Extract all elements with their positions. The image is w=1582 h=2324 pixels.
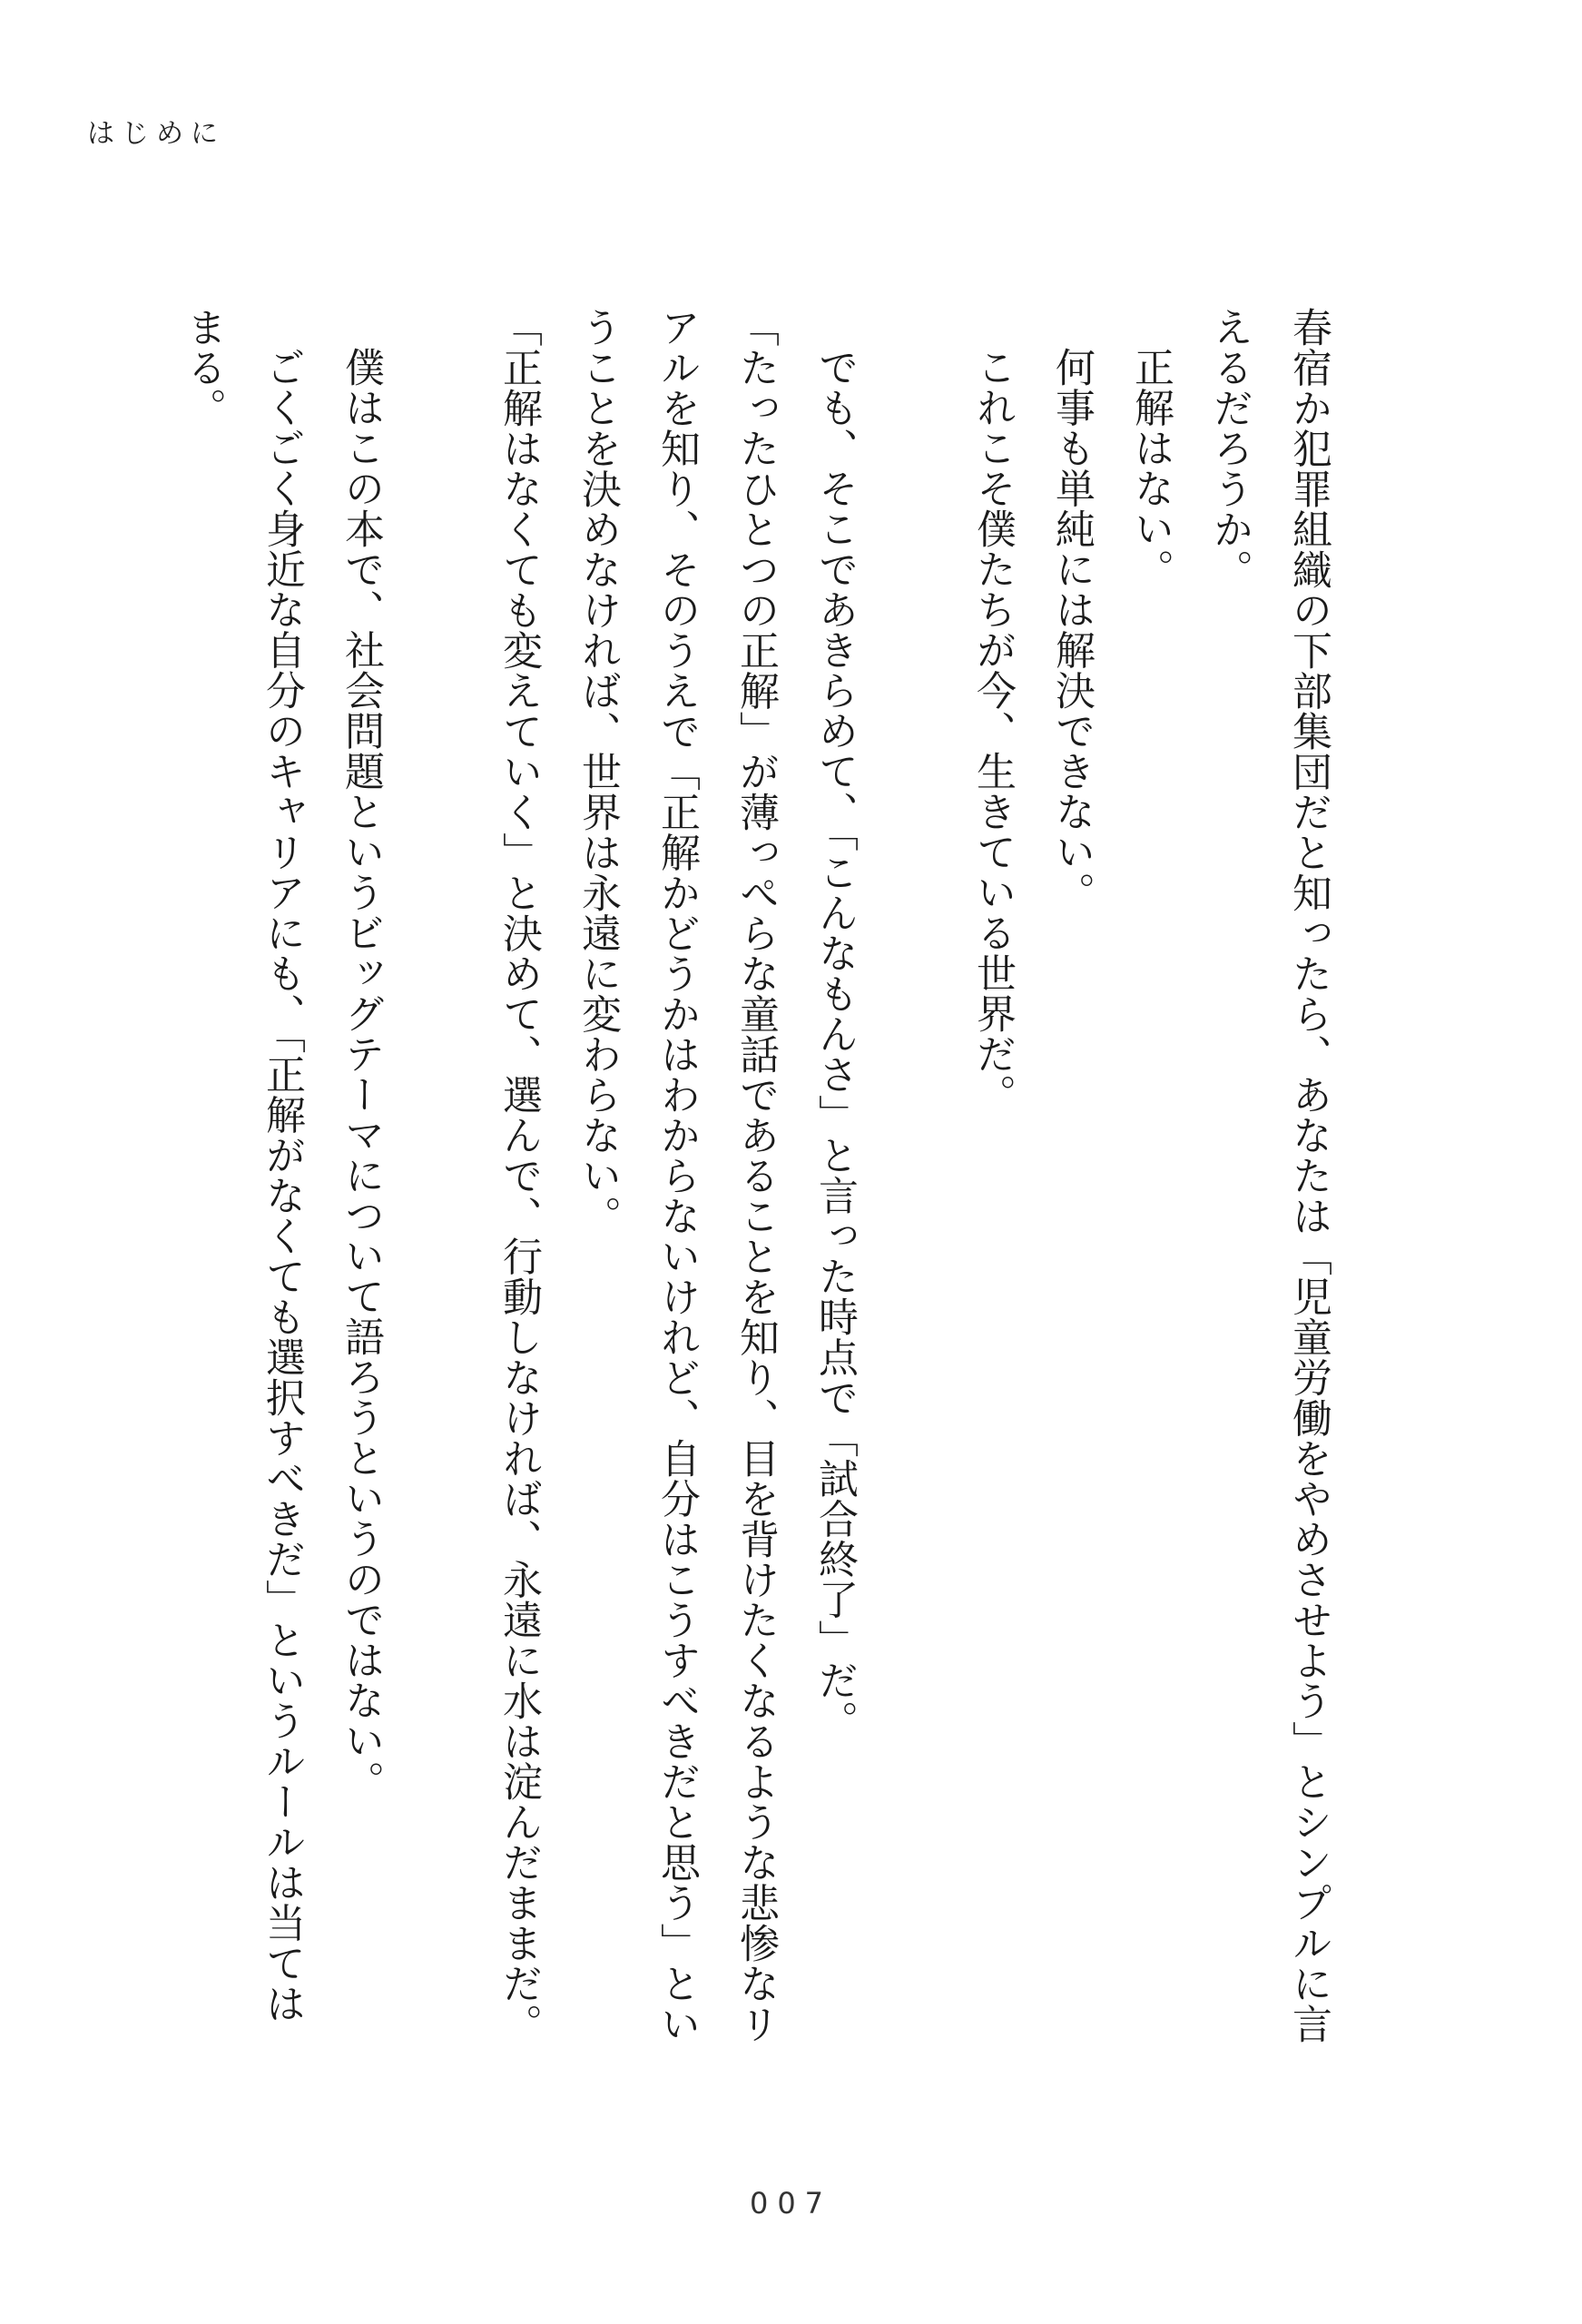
running-header: はじめに bbox=[87, 118, 225, 150]
body-text bbox=[136, 307, 1348, 2050]
paragraph: ごくごく身近な自分のキャリアにも、「正解がなくても選択すべきだ」というルールは当てはまる。 bbox=[180, 307, 305, 2024]
paragraph: これこそ僕たちが今、生きている世界だ。 bbox=[969, 347, 1016, 1115]
paragraph: 「正解はなくても変えていく」と決めて、選んで、行動しなければ、永遠に水は淀んだままだ。 bbox=[496, 307, 542, 2044]
paragraph: 「たったひとつの正解」が薄っぺらな童話であることを知り、目を背けたくなるような悲惨なリアルを知り、そのうえで「正解かどうかはわからないけれど、自分はこうすべきだと思う」ということを決めなければ、世界は永遠に変わらない。 bbox=[575, 307, 779, 2044]
paragraph: 僕はこの本で、社会問題というビッグテーマについて語ろうというのではない。 bbox=[338, 347, 384, 1801]
page-number: 007 bbox=[749, 2186, 833, 2221]
paragraph-gap bbox=[400, 307, 479, 308]
paragraph: 春宿か犯罪組織の下部集団だと知ったら、あなたは「児童労働をやめさせよう」とシンプルに言えるだろうか。 bbox=[1206, 307, 1331, 2044]
paragraph-gap bbox=[874, 307, 953, 308]
paragraph: でも、そこであきらめて、「こんなもんさ」と言った時点で「試合終了」だ。 bbox=[811, 347, 858, 1741]
paragraph: 正解はない。 bbox=[1127, 347, 1174, 589]
paragraph: 何事も単純には解決できない。 bbox=[1048, 347, 1095, 912]
